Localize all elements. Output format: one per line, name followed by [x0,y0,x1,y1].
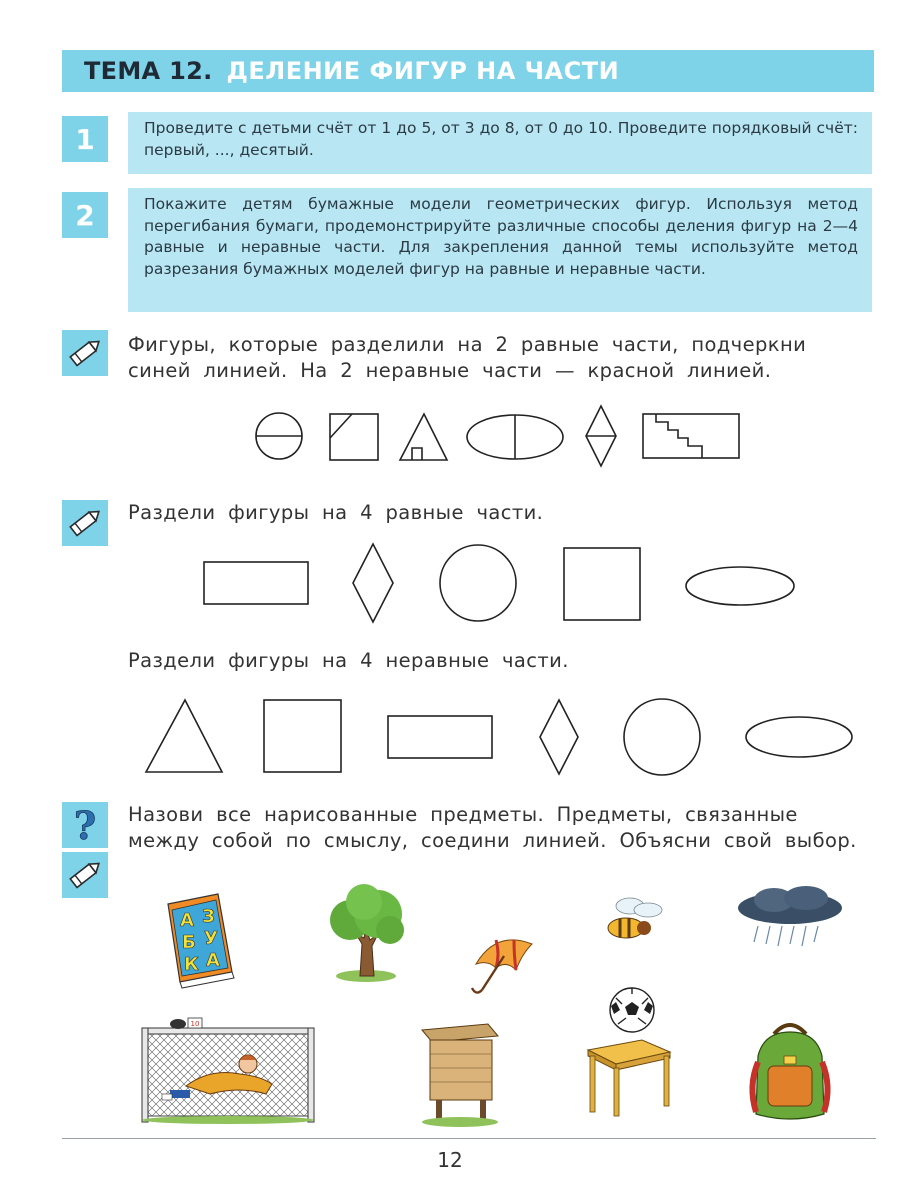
shape-square-cut [330,414,378,460]
shape-square [264,700,341,772]
footer-divider [62,1138,876,1139]
goal-sign-number: 10 [190,1020,200,1028]
book-letter: К [184,954,199,975]
shape-triangle [146,700,222,772]
shape-circle [624,699,700,775]
topic-title: ДЕЛЕНИЕ ФИГУР НА ЧАСТИ [226,57,620,85]
shape-ellipse [746,717,852,757]
shape-rectangle-staircase [643,414,739,458]
umbrella-picture [466,930,538,998]
question-icon [62,802,108,848]
teacher-task-2: Покажите детям бумажные модели геометрических фигур. Используя метод перегибания бумаги, продемонстрируйте различные способы деления фигур на 2—4 равные и неравные части. Для закрепления данной темы используйте метод разрезания бумажных моделей фигур на равные и неравные части. [128,188,872,312]
teacher-task-1: Проведите с детьми счёт от 1 до 5, от 3 до 8, от 0 до 10. Проведите порядковый счёт: первый, ..., десятый. [128,112,872,174]
goal-keeper-picture [140,1016,316,1124]
shape-ellipse [686,567,794,605]
shape-triangle-cut [400,414,447,460]
bee-picture [596,896,666,946]
exercise-unequal-parts-text: Раздели фигуры на 4 неравные части. [128,649,569,672]
unequal-parts-shapes-row [140,694,860,780]
book-letter: Б [182,932,196,953]
book-letter: А [206,950,220,971]
tree-picture [320,884,412,984]
pencil-icon [62,500,108,546]
beehive-picture [418,1020,502,1128]
page-number: 12 [437,1148,463,1172]
rain-cloud-picture [734,884,846,950]
shape-rhombus [540,700,578,774]
shape-rectangle [388,716,492,758]
table-picture [582,1024,674,1120]
book-letter: У [204,928,218,949]
divided-shapes-row [250,404,750,468]
shape-circle [440,545,516,621]
task-number-2: 2 [62,192,108,238]
backpack-picture [744,1016,836,1128]
shape-square [564,548,640,620]
shape-rhombus [353,544,393,622]
topic-header [62,50,874,92]
shape-rectangle [204,562,308,604]
pencil-icon [62,330,108,376]
exercise-equal-parts-text: Раздели фигуры на 4 равные части. [128,501,544,524]
task-number-1: 1 [62,116,108,162]
topic-number: ТЕМА 12. [84,57,213,85]
book-letter: З [202,906,215,927]
book-picture [158,890,238,990]
pencil-icon [62,852,108,898]
exercise-connect-text: Назови все нарисованные предметы. Предметы, связанные между собой по смыслу, соедини линией. Объясни свой выбор. [128,803,857,852]
svg-text:?: ? [73,803,97,847]
exercise-underline-text: Фигуры, которые разделили на 2 равные части, подчеркни синей линией. На 2 неравные части — красной линией. [128,333,807,382]
book-letter: А [180,910,194,931]
equal-parts-shapes-row [200,540,800,626]
